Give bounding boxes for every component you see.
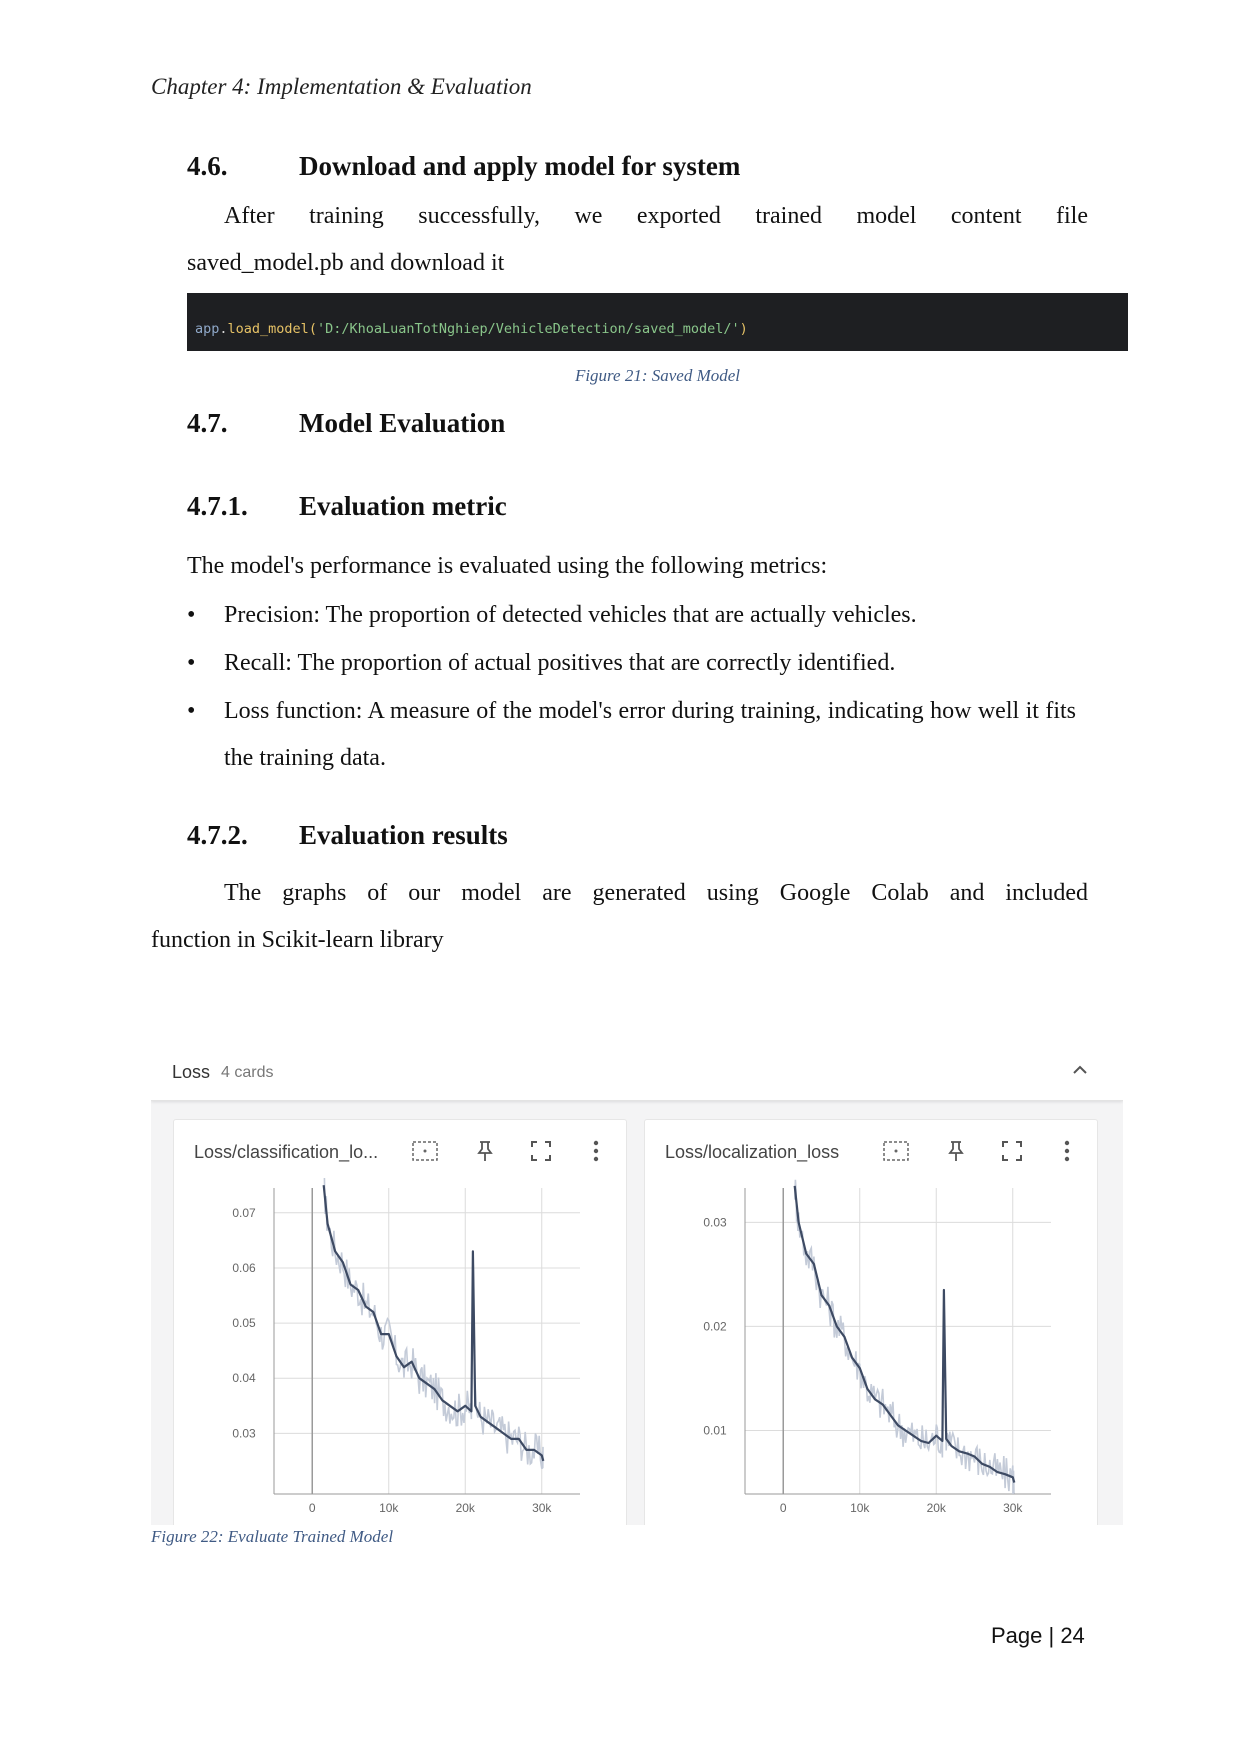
y-tick-label: 0.05 (232, 1316, 256, 1331)
paragraph-line: After training successfully, we exported trained model content file (224, 203, 1088, 229)
y-tick-label: 0.04 (232, 1371, 256, 1386)
chevron-up-icon[interactable] (1066, 1056, 1094, 1084)
running-header: Chapter 4: Implementation & Evaluation (151, 74, 532, 99)
card-group-header[interactable] (151, 1040, 1123, 1101)
metrics-intro: The model's performance is evaluated using the following metrics: (187, 553, 828, 579)
section-title: Evaluation metric (299, 491, 507, 521)
section-heading-4-7-1 (187, 491, 1087, 525)
section-number: 4.6. (187, 151, 228, 181)
x-tick-label: 0 (308, 1501, 316, 1515)
code-snippet (187, 293, 1128, 351)
list-item-text: Loss function: A measure of the model's error during training, indicating how well it fits the training data. (224, 698, 1076, 771)
figure-22-caption: Figure 22: Evaluate Trained Model (151, 1527, 394, 1546)
bullet-dot: • (187, 698, 196, 724)
paragraph-line: The graphs of our model are generated using Google Colab and included (224, 880, 1088, 906)
card-title: Loss/localization_loss (665, 1142, 840, 1162)
list-item (187, 640, 1087, 687)
paragraph-line: function in Scikit-learn library (151, 927, 444, 953)
list-item-text: Precision: The proportion of detected vehicles that are actually vehicles. (224, 602, 917, 628)
x-tick-label: 10k (850, 1501, 870, 1515)
x-tick-label: 20k (455, 1501, 475, 1515)
bullet-dot: • (187, 650, 196, 676)
section-title: Model Evaluation (299, 408, 506, 438)
figure-21-caption: Figure 21: Saved Model (574, 366, 741, 385)
list-item (187, 592, 1087, 639)
paragraph-line: saved_model.pb and download it (187, 250, 505, 276)
page-number: Page | 24 (991, 1623, 1085, 1648)
y-tick-label: 0.06 (232, 1260, 256, 1275)
x-tick-label: 0 (779, 1501, 787, 1515)
chart-card-localization-loss (644, 1119, 1098, 1525)
y-tick-label: 0.01 (703, 1423, 727, 1438)
y-tick-label: 0.02 (703, 1319, 727, 1334)
section-heading-4-6 (187, 151, 1087, 185)
section-title: Evaluation results (299, 820, 508, 850)
chart-card-classification-loss (173, 1119, 627, 1525)
card-title: Loss/classification_lo... (194, 1142, 379, 1162)
bullet-dot: • (187, 602, 196, 628)
x-tick-label: 30k (532, 1501, 552, 1515)
list-item (187, 688, 1087, 782)
raw-series-line (795, 1180, 1014, 1494)
group-title: Loss (172, 1062, 211, 1082)
x-tick-label: 20k (926, 1501, 946, 1515)
localization-loss-chart[interactable] (645, 1120, 1097, 1525)
section-number: 4.7.2. (187, 820, 248, 850)
x-tick-label: 30k (1003, 1501, 1023, 1515)
section-title: Download and apply model for system (299, 151, 741, 181)
x-tick-label: 10k (379, 1501, 399, 1515)
classification-loss-chart[interactable] (174, 1120, 626, 1525)
y-tick-label: 0.07 (232, 1205, 256, 1220)
list-item-text: Recall: The proportion of actual positives that are correctly identified. (224, 650, 896, 676)
section-heading-4-7 (187, 408, 1087, 442)
code-line-1: app.load_model('D:/KhoaLuanTotNghiep/VehicleDetection/saved_model/') (195, 321, 748, 337)
section-number: 4.7.1. (187, 491, 248, 521)
loss-dashboard (151, 1040, 1123, 1525)
group-card-count: 4 cards (221, 1064, 274, 1081)
y-tick-label: 0.03 (703, 1215, 727, 1230)
section-heading-4-7-2 (187, 820, 1087, 854)
y-tick-label: 0.03 (232, 1426, 256, 1441)
section-number: 4.7. (187, 408, 228, 438)
raw-series-line (324, 1171, 543, 1469)
